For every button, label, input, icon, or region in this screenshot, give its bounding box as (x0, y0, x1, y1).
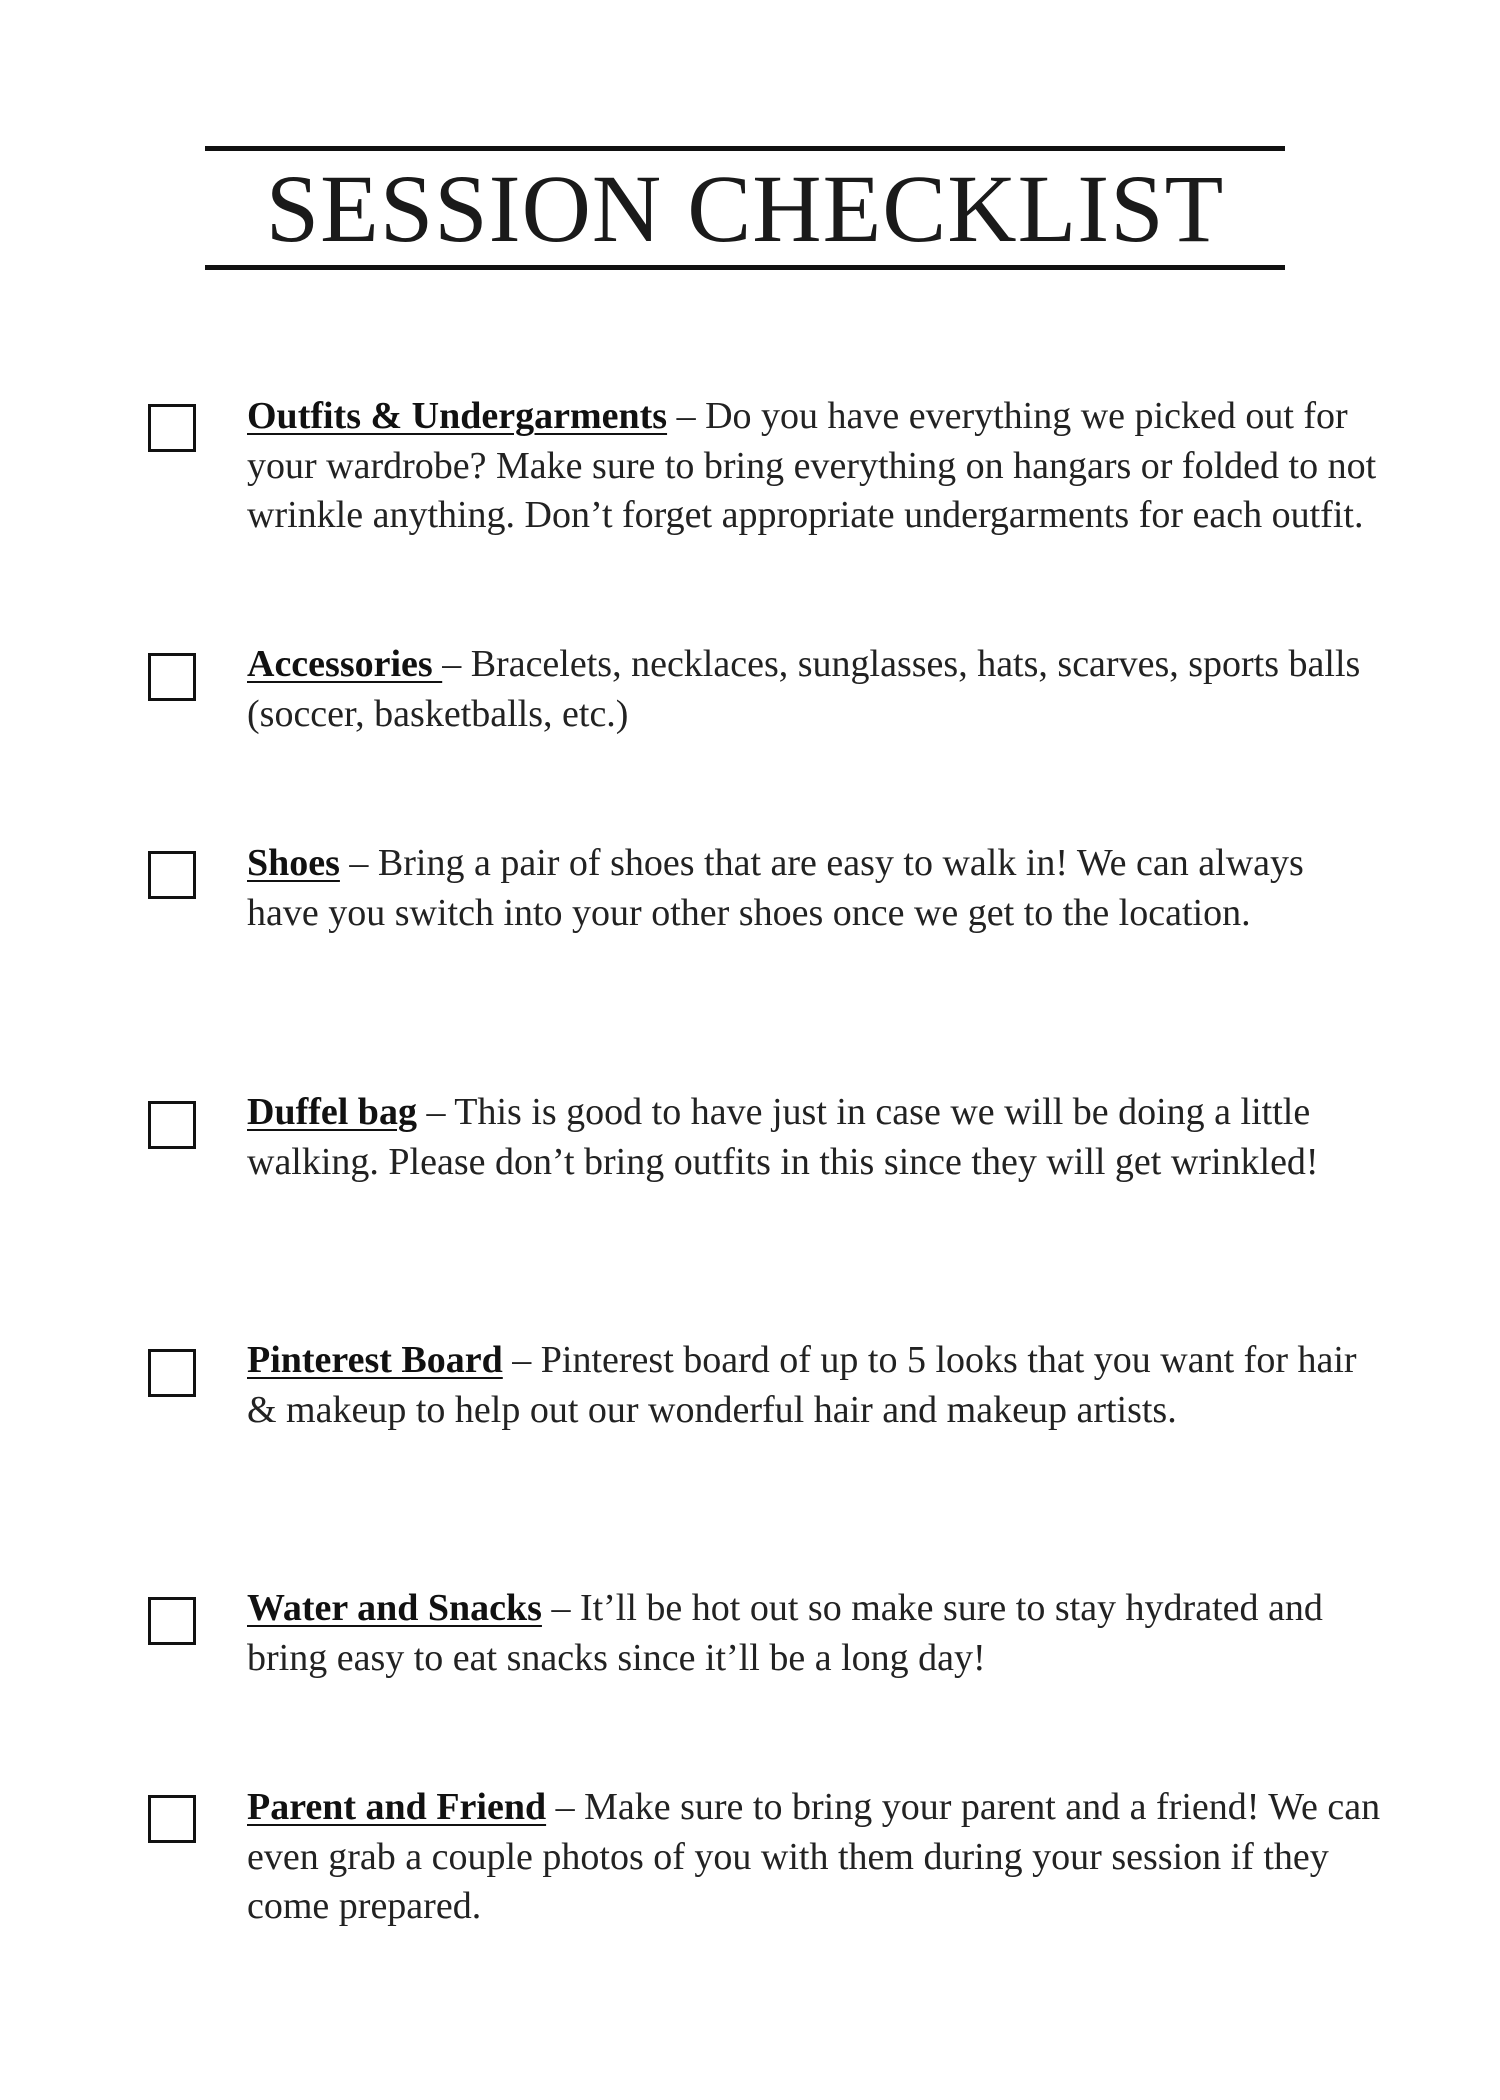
item-separator: – (339, 842, 378, 884)
checkbox[interactable] (148, 1597, 196, 1645)
item-separator: – (442, 643, 471, 685)
item-description: It’ll be hot out so make sure to stay hydrated and bring easy to eat snacks since it’ll be a long day! (247, 1587, 1323, 1679)
item-separator: – (416, 1091, 455, 1133)
item-label: Outfits & Undergarments (247, 395, 668, 437)
page-title: SESSION CHECKLIST (265, 155, 1225, 262)
item-description: Bracelets, necklaces, sunglasses, hats, scarves, sports balls (soccer, basketballs, etc.) (247, 643, 1361, 735)
item-label: Shoes (247, 842, 340, 884)
item-separator: – (667, 395, 706, 437)
item-text (247, 1336, 1382, 1435)
item-separator: – (546, 1786, 585, 1828)
item-text (247, 839, 1382, 938)
item-label: Parent and Friend (247, 1786, 547, 1828)
checkbox[interactable] (148, 1349, 196, 1397)
item-text (247, 392, 1382, 541)
item-description: Pinterest board of up to 5 looks that you want for hair & makeup to help out our wonderful hair and makeup artists. (247, 1339, 1357, 1431)
title-top-rule (205, 146, 1285, 151)
item-text (247, 1088, 1382, 1187)
checkbox[interactable] (148, 1101, 196, 1149)
item-separator: – (502, 1339, 541, 1381)
item-label: Duffel bag (247, 1091, 417, 1133)
item-description: Bring a pair of shoes that are easy to walk in! We can always have you switch into your other shoes once we get to the location. (247, 842, 1304, 934)
item-description: This is good to have just in case we will be doing a little walking. Please don’t bring outfits in this since they will get wrinkled! (247, 1091, 1319, 1183)
item-text (247, 1783, 1382, 1932)
item-text (247, 640, 1382, 739)
item-description: Do you have everything we picked out for your wardrobe? Make sure to bring everything on hangars or folded to not wrinkle anything. Don’t forget appropriate undergarments for each outfit. (247, 395, 1377, 536)
checkbox[interactable] (148, 851, 196, 899)
title-bottom-rule (205, 265, 1285, 270)
item-label: Water and Snacks (247, 1587, 542, 1629)
title-block (205, 146, 1285, 270)
checkbox[interactable] (148, 1795, 196, 1843)
item-description: Make sure to bring your parent and a friend! We can even grab a couple photos of you with them during your session if they come prepared. (247, 1786, 1381, 1927)
item-text (247, 1584, 1382, 1683)
item-separator: – (541, 1587, 580, 1629)
checkbox[interactable] (148, 404, 196, 452)
item-label: Pinterest Board (247, 1339, 503, 1381)
checkbox[interactable] (148, 653, 196, 701)
item-label: Accessories (247, 643, 443, 685)
